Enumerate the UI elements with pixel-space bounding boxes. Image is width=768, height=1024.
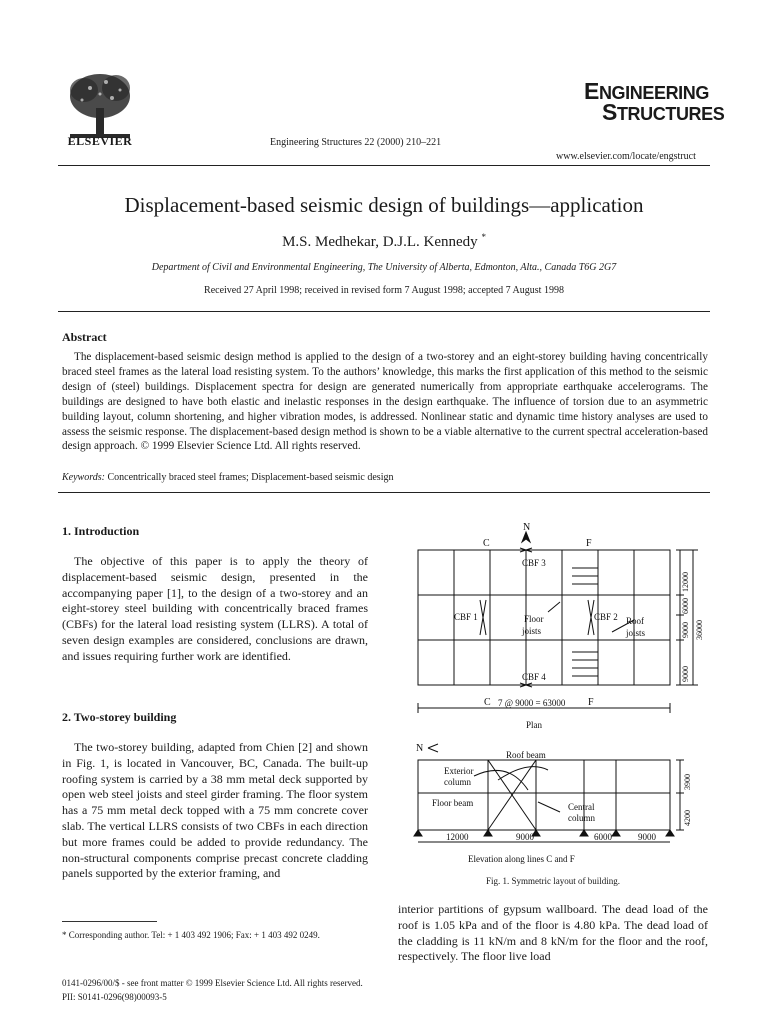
plan-label-f-bot: F xyxy=(588,697,594,708)
plan-label: Plan xyxy=(526,720,543,730)
plan-label-f-top: F xyxy=(586,538,592,549)
elev-roof-beam: Roof beam xyxy=(506,750,546,760)
plan-cbf1: CBF 1 xyxy=(454,612,478,622)
journal-logo-initial-s: S xyxy=(602,99,617,125)
elev-exterior-column-2: column xyxy=(444,777,471,787)
elev-dim-6000: 6000 xyxy=(594,832,612,842)
elev-label: Elevation along lines C and F xyxy=(468,854,575,864)
plan-cbf2: CBF 2 xyxy=(594,612,618,622)
abstract-rule xyxy=(58,492,710,493)
plan-label-c-top: C xyxy=(483,538,490,549)
elev-dim-12000: 12000 xyxy=(446,832,469,842)
plan-roof-joists-1: Roof xyxy=(626,616,644,626)
elev-central-column-1: Central xyxy=(568,802,595,812)
figure-1 xyxy=(398,520,708,870)
corresponding-author-mark[interactable]: * xyxy=(481,232,486,242)
intro-heading: 1. Introduction xyxy=(62,524,140,538)
keywords-list: Concentrically braced steel frames; Displacement-based seismic design xyxy=(104,472,394,483)
plan-roof-joists-2: joists xyxy=(626,628,646,638)
plan-north-label: N xyxy=(523,522,531,533)
received-dates: Received 27 April 1998; received in revised form 7 August 1998; accepted 7 August 1998 xyxy=(204,285,564,296)
pii-line: PII: S0141-0296(98)00093-5 xyxy=(62,992,167,1002)
copyright-line: 0141-0296/00/$ - see front matter © 1999 Elsevier Science Ltd. All rights reserved. xyxy=(62,978,363,988)
title-rule xyxy=(58,311,710,312)
elev-dim-3900: 3900 xyxy=(683,774,692,790)
elev-exterior-column-1: Exterior xyxy=(444,766,474,776)
footnote: * Corresponding author. Tel: + 1 403 492 1906; Fax: + 1 403 492 0249. xyxy=(62,930,320,940)
plan-cbf3: CBF 3 xyxy=(522,558,546,568)
plan-dim-6000: 6000 xyxy=(681,598,690,614)
journal-logo-word-2: TRUCTURES xyxy=(616,104,725,124)
right-column-paragraph: interior partitions of gypsum wallboard. The dead load of the roof is 1.05 kPa and of the floor is 4.80 kPa. The dead load of the cladding is 11 kN/m and 8 kN/m for the floor and the roof, respectively. The floor live load xyxy=(398,902,708,964)
journal-url[interactable]: www.elsevier.com/locate/engstruct xyxy=(556,151,696,162)
intro-paragraph: The objective of this paper is to apply the theory of displacement-based seismic design, presented in the accompanying paper [1], to the design of a two-storey and an eight-storey steel building with concentrically braced frames (CBFs) for the lateral load resisting system (LLRS). A total of seven design examples are considered, conclusions are drawn, and issues requiring further work are identified. xyxy=(62,554,368,663)
elev-north-label: N xyxy=(416,743,424,754)
journal-reference: Engineering Structures 22 (2000) 210–221 xyxy=(270,137,442,148)
plan-dim-9000a: 9000 xyxy=(681,622,690,638)
elev-floor-beam: Floor beam xyxy=(432,798,474,808)
elev-dim-4200: 4200 xyxy=(683,810,692,826)
plan-dim-9000b: 9000 xyxy=(681,666,690,682)
author-names: M.S. Medhekar, D.J.L. Kennedy xyxy=(282,234,478,250)
footnote-rule xyxy=(62,921,157,922)
plan-dim-12000: 12000 xyxy=(681,572,690,592)
journal-logo xyxy=(584,78,725,125)
header-rule xyxy=(58,165,710,166)
figure-caption: Fig. 1. Symmetric layout of building. xyxy=(486,876,620,886)
publisher-name: ELSEVIER xyxy=(67,134,133,148)
abstract-text: The displacement-based seismic design method is applied to the design of a two-storey and an eight-storey building having concentrically braced steel frames as the lateral load resisting system. To the authors’ knowledge, this marks the first application of this method to the seismic design of (steel) buildings. Displacement spectra for design are generated numerically from appropriate earthquake accelerograms. The buildings are designed to have both elastic and inelastic responses in the design earthquake. The influence of torsion due to an asymmetric building layout, column shortening, and higher vibration modes, is addressed. Nonlinear static and dynamic time history analyses are used to assess the seismic response. The displacement-based design method is shown to be a viable alternative to the current spectral acceleration-based design approach. © 1999 Elsevier Science Ltd. All rights reserved. xyxy=(62,351,708,453)
plan-label-c-bot: C xyxy=(484,697,491,708)
plan-dim-bottom: 7 @ 9000 = 63000 xyxy=(498,698,566,708)
plan-dim-36000: 36000 xyxy=(695,620,704,640)
author-affiliation: Department of Civil and Environmental Engineering, The University of Alberta, Edmonton, Alta., Canada T6G 2G7 xyxy=(151,262,617,273)
elev-dim-9000a: 9000 xyxy=(516,832,534,842)
plan-cbf4: CBF 4 xyxy=(522,672,546,682)
elev-dim-9000b: 9000 xyxy=(638,832,656,842)
article-title: Displacement-based seismic design of buildings—application xyxy=(124,193,644,217)
article-authors xyxy=(0,232,768,251)
plan-floor-joists-1: Floor xyxy=(524,614,544,624)
elev-central-column-2: column xyxy=(568,813,595,823)
two-storey-paragraph: The two-storey building, adapted from Chien [2] and shown in Fig. 1, is located in Vancouver, BC, Canada. The built-up roofing system is carried by a 38 mm metal deck supported by open web steel joists and steel girder framing. The floor system has a 75 mm metal deck topped with a 75 mm concrete cover slab. The vertical LLRS consists of two CBFs in each direction but more frames could be added to provide redundancy. The non-structural components comprise precast concrete cladding panels supported by the exterior framing, and xyxy=(62,740,368,881)
plan-floor-joists-2: joists xyxy=(522,626,542,636)
two-storey-heading: 2. Two-storey building xyxy=(62,710,177,724)
abstract-heading: Abstract xyxy=(62,330,107,344)
journal-logo-word-1: NGINEERING xyxy=(598,83,709,103)
keywords xyxy=(62,472,393,483)
keywords-label: Keywords: xyxy=(62,472,105,483)
journal-logo-initial-e: E xyxy=(584,78,599,104)
